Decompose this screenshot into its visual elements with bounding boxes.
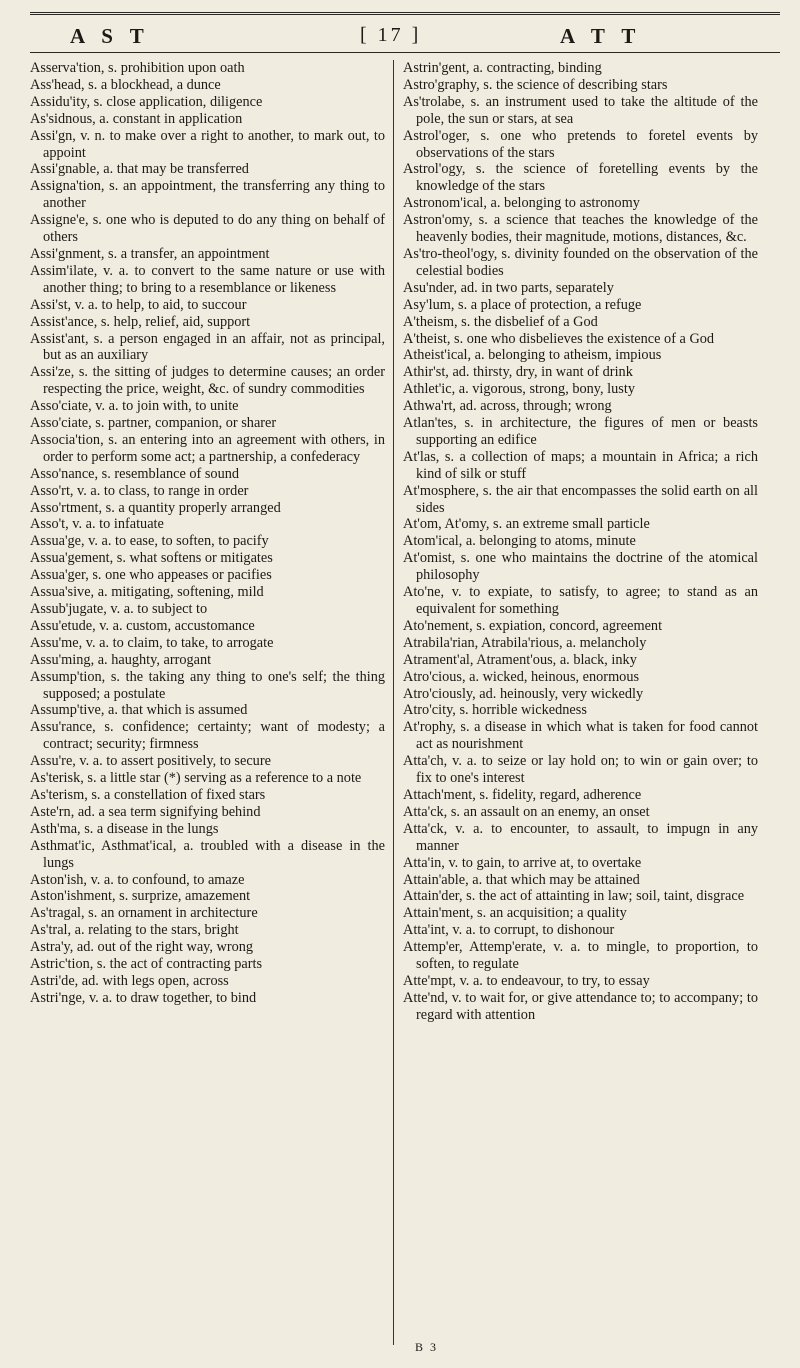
header-rule — [30, 52, 780, 53]
dictionary-entry: Atta'ck, v. a. to encounter, to assault, to impugn in any manner — [403, 820, 758, 854]
dictionary-entry: Asserva'tion, s. prohibition upon oath — [30, 60, 245, 76]
dictionary-entry: Astrin'gent, a. contracting, binding — [403, 60, 602, 76]
dictionary-entry: Astra'y, ad. out of the right way, wrong — [30, 939, 254, 956]
dictionary-entry: Assua'ge, v. a. to ease, to soften, to pacify — [30, 533, 269, 550]
dictionary-entry: As'tragal, s. an ornament in architecture — [30, 905, 258, 922]
dictionary-entry: Asso'rt, v. a. to class, to range in order — [30, 482, 249, 499]
dictionary-entry: Asso'ciate, s. partner, companion, or sharer — [30, 415, 277, 432]
dictionary-entry: Asu'nder, ad. in two parts, separately — [403, 279, 614, 296]
dictionary-entry: Atta'in, v. to gain, to arrive at, to overtake — [403, 854, 642, 871]
dictionary-entry: Aste'rn, ad. a sea term signifying behind — [30, 803, 261, 820]
dictionary-entry: Ato'ne, v. to expiate, to satisfy, to agree; to stand as an equivalent for something — [403, 584, 758, 617]
dictionary-entry: Atta'ch, v. a. to seize or lay hold on; to win or gain over; to fix to one's interest — [403, 753, 758, 787]
dictionary-entry: Assigna'tion, s. an appointment, the transferring any thing to another — [30, 178, 385, 212]
dictionary-entry: Atta'ck, s. an assault on an enemy, an onset — [403, 803, 650, 820]
dictionary-entry: Assua'ger, s. one who appeases or pacifies — [30, 567, 272, 584]
dictionary-entry: Assist'ance, s. help, relief, aid, support — [30, 313, 251, 330]
dictionary-entry: Atlan'tes, s. in architecture, the figures of men or beasts supporting an edifice — [403, 415, 758, 448]
dictionary-entry: As'tro-theol'ogy, s. divinity founded on the observation of the celestial bodies — [403, 245, 758, 279]
dictionary-entry: Assi'st, v. a. to help, to aid, to succour — [30, 296, 247, 313]
dictionary-entry: Assump'tive, a. that which is assumed — [30, 702, 248, 719]
dictionary-entry: At'rophy, s. a disease in which what is taken for food cannot act as nourishment — [403, 719, 758, 753]
dictionary-entry: Assu'ming, a. haughty, arrogant — [30, 651, 212, 668]
dictionary-entry: Atheist'ical, a. belonging to atheism, impious — [403, 347, 662, 364]
dictionary-entry: Asth'ma, s. a disease in the lungs — [30, 820, 219, 837]
dictionary-entry: Attemp'er, Attemp'erate, v. a. to mingle, to proportion, to soften, to regulate — [403, 939, 758, 973]
dictionary-entry: As'terism, s. a constellation of fixed stars — [30, 786, 266, 803]
dictionary-entry: Attain'ment, s. an acquisition; a quality — [403, 905, 627, 922]
dictionary-entry: Assu're, v. a. to assert positively, to secure — [30, 753, 271, 770]
dictionary-entry: Astron'omy, s. a science that teaches the knowledge of the heavenly bodies, their magnitude, motions, distances, &c. — [403, 212, 758, 246]
dictionary-entry: Associa'tion, s. an entering into an agreement with others, in order to perform some act; a partnership, a confederacy — [30, 431, 385, 465]
running-header — [30, 16, 780, 60]
dictionary-entry: As'sidnous, a. constant in application — [30, 110, 243, 127]
dictionary-entry: Asso'nance, s. resemblance of sound — [30, 465, 240, 482]
dictionary-entry: Assigne'e, s. one who is deputed to do any thing on behalf of others — [30, 212, 385, 246]
dictionary-entry: Assu'rance, s. confidence; certainty; want of modesty; a contract; security; firmness — [30, 719, 385, 753]
dictionary-entry: Atrament'al, Atrament'ous, a. black, inky — [403, 651, 637, 668]
dictionary-entry: Atro'cious, a. wicked, heinous, enormous — [403, 668, 640, 685]
page-number: [ 17 ] — [360, 24, 422, 46]
dictionary-entry: Assi'gn, v. n. to make over a right to another, to mark out, to appoint — [30, 127, 385, 161]
top-rule — [30, 12, 780, 15]
dictionary-entry: Astri'de, ad. with legs open, across — [30, 972, 229, 989]
dictionary-entry: Astronom'ical, a. belonging to astronomy — [403, 195, 640, 212]
dictionary-entry: Atte'mpt, v. a. to endeavour, to try, to essay — [403, 972, 650, 989]
left-column — [30, 60, 385, 1007]
dictionary-entry: Assu'etude, v. a. custom, accustomance — [30, 617, 255, 634]
dictionary-entry: Attain'der, s. the act of attainting in law; soil, taint, disgrace — [403, 888, 745, 905]
dictionary-entry: Athlet'ic, a. vigorous, strong, bony, lusty — [403, 381, 635, 398]
dictionary-entry: A'theist, s. one who disbelieves the existence of a God — [403, 330, 715, 347]
dictionary-entry: Assua'gement, s. what softens or mitigates — [30, 550, 273, 567]
dictionary-entry: Assi'gnment, s. a transfer, an appointment — [30, 245, 270, 262]
dictionary-entry: Assub'jugate, v. a. to subject to — [30, 601, 208, 617]
dictionary-entry: Attain'able, a. that which may be attained — [403, 871, 640, 888]
dictionary-entry: Assist'ant, s. a person engaged in an affair, not as principal, but as an auxiliary — [30, 330, 385, 364]
dictionary-entry: Assi'gnable, a. that may be transferred — [30, 161, 249, 178]
dictionary-entry: As'trolabe, s. an instrument used to take the altitude of the pole, the sun or stars, at sea — [403, 93, 758, 127]
dictionary-entry: Athwa'rt, ad. across, through; wrong — [403, 398, 612, 415]
dictionary-entry: Asso'rtment, s. a quantity properly arranged — [30, 499, 281, 516]
dictionary-entry: Assu'me, v. a. to claim, to take, to arrogate — [30, 634, 274, 651]
dictionary-entry: Assidu'ity, s. close application, diligence — [30, 93, 263, 110]
dictionary-entry: At'omist, s. one who maintains the doctrine of the atomical philosophy — [403, 550, 758, 584]
dictionary-entry: Assump'tion, s. the taking any thing to one's self; the thing supposed; a postulate — [30, 668, 385, 702]
dictionary-entry: Assua'sive, a. mitigating, softening, mild — [30, 584, 264, 601]
header-left: A S T — [70, 24, 150, 48]
dictionary-entry: Atrabila'rian, Atrabila'rious, a. melancholy — [403, 634, 647, 651]
dictionary-entry: Astri'nge, v. a. to draw together, to bind — [30, 989, 257, 1006]
dictionary-entry: Astrol'ogy, s. the science of foretelling events by the knowledge of the stars — [403, 161, 758, 195]
dictionary-entry: Atom'ical, a. belonging to atoms, minute — [403, 533, 636, 550]
dictionary-entry: Astrol'oger, s. one who pretends to foretel events by observations of the stars — [403, 127, 758, 161]
dictionary-entry: Asy'lum, s. a place of protection, a refuge — [403, 296, 642, 313]
dictionary-entry: At'om, At'omy, s. an extreme small particle — [403, 516, 650, 533]
signature-mark: B 3 — [415, 1340, 439, 1354]
dictionary-entry: Aston'ish, v. a. to confound, to amaze — [30, 871, 245, 888]
dictionary-entry: Ato'nement, s. expiation, concord, agreement — [403, 617, 663, 634]
dictionary-entry: Atro'ciously, ad. heinously, very wickedly — [403, 685, 644, 702]
dictionary-entry: Attach'ment, s. fidelity, regard, adherence — [403, 786, 642, 803]
dictionary-entry: Astric'tion, s. the act of contracting parts — [30, 956, 263, 973]
dictionary-entry: Assi'ze, s. the sitting of judges to determine causes; an order respecting the price, weight, &c. of sundry commodities — [30, 364, 385, 398]
dictionary-entry: Athir'st, ad. thirsty, dry, in want of drink — [403, 364, 633, 381]
dictionary-entry: Aston'ishment, s. surprize, amazement — [30, 888, 251, 905]
dictionary-entry: As'terisk, s. a little star (*) serving as a reference to a note — [30, 770, 362, 787]
dictionary-entry: Asso'ciate, v. a. to join with, to unite — [30, 398, 239, 415]
dictionary-entry: Atta'int, v. a. to corrupt, to dishonour — [403, 922, 615, 939]
dictionary-entry: Ass'head, s. a blockhead, a dunce — [30, 76, 221, 93]
dictionary-entry: Atro'city, s. horrible wickedness — [403, 702, 587, 719]
dictionary-entry: Assim'ilate, v. a. to convert to the same nature or use with another thing; to bring to a resemblance or likeness — [30, 262, 385, 296]
dictionary-entry: Atte'nd, v. to wait for, or give attendance to; to accompany; to regard with attention — [403, 989, 758, 1023]
dictionary-entry: A'theism, s. the disbelief of a God — [403, 313, 598, 330]
column-divider — [393, 60, 394, 1345]
dictionary-entry: Asthmat'ic, Asthmat'ical, a. troubled with a disease in the lungs — [30, 837, 385, 871]
dictionary-entry: As'tral, a. relating to the stars, bright — [30, 922, 239, 939]
dictionary-entry: At'las, s. a collection of maps; a mountain in Africa; a rich kind of silk or stuff — [403, 448, 758, 482]
dictionary-entry: Asso't, v. a. to infatuate — [30, 516, 164, 533]
dictionary-entry: Astro'graphy, s. the science of describing stars — [403, 76, 668, 93]
right-column — [403, 60, 758, 1024]
dictionary-entry: At'mosphere, s. the air that encompasses the solid earth on all sides — [403, 482, 758, 516]
header-right: A T T — [560, 24, 642, 48]
